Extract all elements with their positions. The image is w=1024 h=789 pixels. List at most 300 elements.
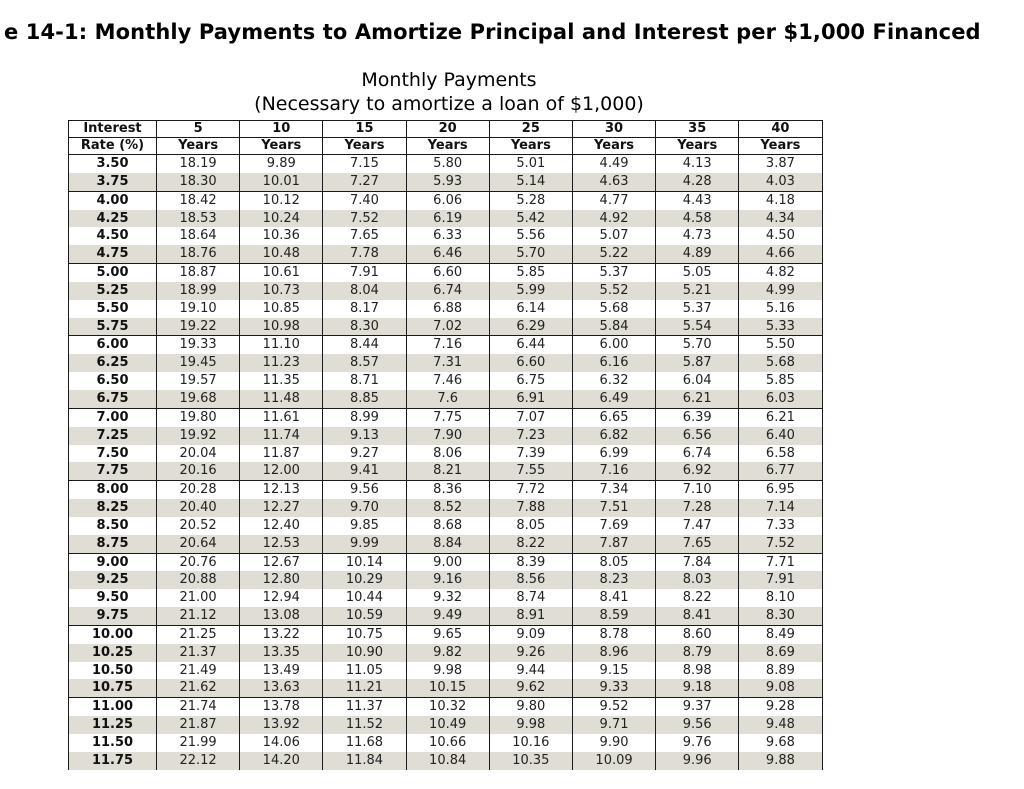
- interest-rate-cell: 7.75: [69, 462, 157, 480]
- payment-cell: 10.12: [240, 191, 323, 209]
- payment-cell: 10.49: [406, 716, 489, 734]
- payment-cell: 18.87: [157, 264, 240, 282]
- interest-rate-cell: 3.50: [69, 155, 157, 173]
- payment-cell: 4.34: [739, 210, 822, 228]
- interest-rate-cell: 9.25: [69, 571, 157, 589]
- payment-cell: 6.19: [406, 210, 489, 228]
- payment-cell: 10.59: [323, 607, 406, 625]
- payment-cell: 5.21: [656, 282, 739, 300]
- payment-cell: 4.73: [656, 227, 739, 245]
- payment-cell: 5.84: [572, 318, 655, 336]
- payment-cell: 5.54: [656, 318, 739, 336]
- payment-cell: 9.18: [656, 679, 739, 697]
- table-row: [69, 282, 823, 300]
- payment-cell: 9.00: [406, 553, 489, 571]
- payment-cell: 19.10: [157, 300, 240, 318]
- payment-cell: 7.72: [489, 481, 572, 499]
- interest-rate-cell: 6.75: [69, 390, 157, 408]
- header-row-top: [69, 121, 823, 138]
- payment-cell: 11.87: [240, 445, 323, 463]
- interest-rate-cell: 7.25: [69, 427, 157, 445]
- payment-cell: 7.40: [323, 191, 406, 209]
- payment-cell: 4.28: [656, 173, 739, 191]
- interest-rate-cell: 8.50: [69, 517, 157, 535]
- table-row: [69, 716, 823, 734]
- payment-cell: 12.67: [240, 553, 323, 571]
- payment-cell: 7.52: [739, 535, 822, 553]
- payment-cell: 8.98: [656, 662, 739, 680]
- amortization-table: [68, 120, 823, 770]
- interest-rate-cell: 5.00: [69, 264, 157, 282]
- term-header: 15: [323, 121, 406, 138]
- payment-cell: 8.60: [656, 625, 739, 643]
- table-row: [69, 336, 823, 354]
- payment-cell: 18.30: [157, 173, 240, 191]
- term-header: 10: [240, 121, 323, 138]
- interest-rate-cell: 5.25: [69, 282, 157, 300]
- payment-cell: 5.22: [572, 245, 655, 263]
- years-header: Years: [656, 138, 739, 155]
- payment-cell: 11.84: [323, 752, 406, 770]
- payment-cell: 8.68: [406, 517, 489, 535]
- payment-cell: 8.22: [489, 535, 572, 553]
- payment-cell: 9.28: [739, 698, 822, 716]
- payment-cell: 21.25: [157, 625, 240, 643]
- payment-cell: 18.53: [157, 210, 240, 228]
- payment-cell: 13.08: [240, 607, 323, 625]
- payment-cell: 9.82: [406, 644, 489, 662]
- payment-cell: 19.33: [157, 336, 240, 354]
- payment-cell: 5.01: [489, 155, 572, 173]
- interest-rate-cell: 4.00: [69, 191, 157, 209]
- page-title: e 14-1: Monthly Payments to Amortize Principal and Interest per $1,000 Financed: [4, 20, 981, 44]
- payment-cell: 8.39: [489, 553, 572, 571]
- payment-cell: 5.14: [489, 173, 572, 191]
- payment-cell: 21.12: [157, 607, 240, 625]
- table-row: [69, 300, 823, 318]
- payment-cell: 6.04: [656, 372, 739, 390]
- payment-cell: 18.42: [157, 191, 240, 209]
- payment-cell: 9.96: [656, 752, 739, 770]
- payment-cell: 20.04: [157, 445, 240, 463]
- payment-cell: 9.65: [406, 625, 489, 643]
- payment-cell: 21.37: [157, 644, 240, 662]
- payment-cell: 5.85: [489, 264, 572, 282]
- payment-cell: 8.22: [656, 589, 739, 607]
- interest-rate-cell: 10.50: [69, 662, 157, 680]
- payment-cell: 5.33: [739, 318, 822, 336]
- payment-cell: 12.40: [240, 517, 323, 535]
- payment-cell: 20.76: [157, 553, 240, 571]
- payment-cell: 9.27: [323, 445, 406, 463]
- payment-cell: 6.77: [739, 462, 822, 480]
- table-row: [69, 535, 823, 553]
- payment-cell: 7.15: [323, 155, 406, 173]
- payment-cell: 4.92: [572, 210, 655, 228]
- payment-cell: 20.88: [157, 571, 240, 589]
- term-header: 30: [572, 121, 655, 138]
- payment-cell: 8.57: [323, 354, 406, 372]
- table-row: [69, 698, 823, 716]
- payment-cell: 8.03: [656, 571, 739, 589]
- payment-cell: 8.30: [323, 318, 406, 336]
- interest-rate-cell: 7.50: [69, 445, 157, 463]
- years-header: Years: [323, 138, 406, 155]
- payment-cell: 6.00: [572, 336, 655, 354]
- payment-cell: 5.70: [656, 336, 739, 354]
- payment-cell: 11.74: [240, 427, 323, 445]
- payment-cell: 11.52: [323, 716, 406, 734]
- payment-cell: 18.76: [157, 245, 240, 263]
- payment-cell: 7.65: [323, 227, 406, 245]
- payment-cell: 10.90: [323, 644, 406, 662]
- interest-rate-cell: 11.25: [69, 716, 157, 734]
- payment-cell: 7.91: [739, 571, 822, 589]
- payment-cell: 6.16: [572, 354, 655, 372]
- payment-cell: 9.98: [406, 662, 489, 680]
- payment-cell: 8.05: [572, 553, 655, 571]
- payment-cell: 7.10: [656, 481, 739, 499]
- payment-cell: 12.13: [240, 481, 323, 499]
- payment-cell: 8.78: [572, 625, 655, 643]
- payment-cell: 7.52: [323, 210, 406, 228]
- payment-cell: 7.23: [489, 427, 572, 445]
- table-row: [69, 390, 823, 408]
- payment-cell: 18.99: [157, 282, 240, 300]
- payment-cell: 6.49: [572, 390, 655, 408]
- payment-cell: 13.63: [240, 679, 323, 697]
- payment-cell: 11.48: [240, 390, 323, 408]
- term-header: 40: [739, 121, 822, 138]
- payment-cell: 7.16: [406, 336, 489, 354]
- payment-cell: 8.96: [572, 644, 655, 662]
- payment-cell: 3.87: [739, 155, 822, 173]
- table-row: [69, 210, 823, 228]
- payment-cell: 21.00: [157, 589, 240, 607]
- payment-cell: 10.73: [240, 282, 323, 300]
- payment-cell: 9.15: [572, 662, 655, 680]
- years-header: Years: [406, 138, 489, 155]
- header-row-bottom: [69, 138, 823, 155]
- table-row: [69, 662, 823, 680]
- interest-rate-cell: 9.75: [69, 607, 157, 625]
- payment-cell: 5.56: [489, 227, 572, 245]
- table-row: [69, 173, 823, 191]
- payment-cell: 10.09: [572, 752, 655, 770]
- payment-cell: 22.12: [157, 752, 240, 770]
- payment-cell: 7.55: [489, 462, 572, 480]
- interest-rate-cell: 11.00: [69, 698, 157, 716]
- interest-rate-cell: 6.25: [69, 354, 157, 372]
- payment-cell: 7.87: [572, 535, 655, 553]
- payment-cell: 5.42: [489, 210, 572, 228]
- payment-cell: 13.35: [240, 644, 323, 662]
- payment-cell: 4.13: [656, 155, 739, 173]
- payment-cell: 20.40: [157, 499, 240, 517]
- table-row: [69, 445, 823, 463]
- payment-cell: 11.61: [240, 408, 323, 426]
- table-row: [69, 499, 823, 517]
- payment-cell: 8.04: [323, 282, 406, 300]
- payment-cell: 9.49: [406, 607, 489, 625]
- payment-cell: 6.46: [406, 245, 489, 263]
- table-row: [69, 481, 823, 499]
- payment-cell: 9.32: [406, 589, 489, 607]
- payment-cell: 9.62: [489, 679, 572, 697]
- payment-cell: 7.90: [406, 427, 489, 445]
- interest-rate-cell: 6.00: [69, 336, 157, 354]
- payment-cell: 10.85: [240, 300, 323, 318]
- interest-rate-cell: 4.75: [69, 245, 157, 263]
- payment-cell: 9.48: [739, 716, 822, 734]
- payment-cell: 9.44: [489, 662, 572, 680]
- payment-cell: 9.70: [323, 499, 406, 517]
- table-row: [69, 264, 823, 282]
- payment-cell: 4.18: [739, 191, 822, 209]
- payment-cell: 20.64: [157, 535, 240, 553]
- payment-cell: 9.90: [572, 734, 655, 752]
- payment-cell: 21.62: [157, 679, 240, 697]
- table-row: [69, 318, 823, 336]
- payment-cell: 18.64: [157, 227, 240, 245]
- payment-cell: 4.99: [739, 282, 822, 300]
- interest-rate-cell: 4.50: [69, 227, 157, 245]
- payment-cell: 4.43: [656, 191, 739, 209]
- payment-cell: 9.09: [489, 625, 572, 643]
- payment-cell: 5.68: [572, 300, 655, 318]
- payment-cell: 7.65: [656, 535, 739, 553]
- interest-rate-cell: 10.75: [69, 679, 157, 697]
- payment-cell: 18.19: [157, 155, 240, 173]
- payment-cell: 5.50: [739, 336, 822, 354]
- payment-cell: 20.16: [157, 462, 240, 480]
- table-row: [69, 462, 823, 480]
- payment-cell: 5.16: [739, 300, 822, 318]
- payment-cell: 12.80: [240, 571, 323, 589]
- term-header: 25: [489, 121, 572, 138]
- payment-cell: 10.24: [240, 210, 323, 228]
- payment-cell: 8.06: [406, 445, 489, 463]
- table-row: [69, 155, 823, 173]
- payment-cell: 5.70: [489, 245, 572, 263]
- table-row: [69, 607, 823, 625]
- interest-rate-cell: 10.00: [69, 625, 157, 643]
- payment-cell: 7.28: [656, 499, 739, 517]
- payment-cell: 7.84: [656, 553, 739, 571]
- interest-rate-cell: 8.00: [69, 481, 157, 499]
- table-row: [69, 517, 823, 535]
- term-header: 5: [157, 121, 240, 138]
- payment-cell: 10.15: [406, 679, 489, 697]
- payment-cell: 8.99: [323, 408, 406, 426]
- payment-cell: 8.30: [739, 607, 822, 625]
- payment-cell: 8.89: [739, 662, 822, 680]
- rate-header-bottom: Rate (%): [69, 138, 157, 155]
- payment-cell: 7.14: [739, 499, 822, 517]
- payment-cell: 4.49: [572, 155, 655, 173]
- payment-cell: 4.77: [572, 191, 655, 209]
- payment-cell: 9.08: [739, 679, 822, 697]
- table-body: [69, 155, 823, 770]
- interest-rate-cell: 9.00: [69, 553, 157, 571]
- payment-cell: 12.00: [240, 462, 323, 480]
- payment-cell: 8.85: [323, 390, 406, 408]
- payment-cell: 13.78: [240, 698, 323, 716]
- payment-cell: 7.71: [739, 553, 822, 571]
- payment-cell: 8.49: [739, 625, 822, 643]
- term-header: 20: [406, 121, 489, 138]
- payment-cell: 6.21: [656, 390, 739, 408]
- payment-cell: 13.49: [240, 662, 323, 680]
- table-row: [69, 734, 823, 752]
- interest-rate-cell: 3.75: [69, 173, 157, 191]
- interest-rate-cell: 8.75: [69, 535, 157, 553]
- interest-rate-cell: 5.75: [69, 318, 157, 336]
- table-row: [69, 354, 823, 372]
- payment-cell: 10.48: [240, 245, 323, 263]
- payment-cell: 7.69: [572, 517, 655, 535]
- payment-cell: 8.10: [739, 589, 822, 607]
- payment-cell: 8.56: [489, 571, 572, 589]
- payment-cell: 19.45: [157, 354, 240, 372]
- payment-cell: 6.14: [489, 300, 572, 318]
- payment-cell: 13.22: [240, 625, 323, 643]
- payment-cell: 8.91: [489, 607, 572, 625]
- payment-cell: 20.52: [157, 517, 240, 535]
- payment-cell: 7.27: [323, 173, 406, 191]
- payment-cell: 6.82: [572, 427, 655, 445]
- payment-cell: 8.71: [323, 372, 406, 390]
- payment-cell: 9.76: [656, 734, 739, 752]
- payment-cell: 9.26: [489, 644, 572, 662]
- payment-cell: 7.47: [656, 517, 739, 535]
- interest-rate-cell: 6.50: [69, 372, 157, 390]
- payment-cell: 19.68: [157, 390, 240, 408]
- payment-cell: 7.78: [323, 245, 406, 263]
- payment-cell: 10.84: [406, 752, 489, 770]
- payment-cell: 8.05: [489, 517, 572, 535]
- payment-cell: 5.68: [739, 354, 822, 372]
- payment-cell: 9.33: [572, 679, 655, 697]
- payment-cell: 6.39: [656, 408, 739, 426]
- payment-cell: 8.23: [572, 571, 655, 589]
- payment-cell: 6.58: [739, 445, 822, 463]
- interest-rate-cell: 5.50: [69, 300, 157, 318]
- payment-cell: 6.99: [572, 445, 655, 463]
- payment-cell: 20.28: [157, 481, 240, 499]
- payment-cell: 8.59: [572, 607, 655, 625]
- payment-cell: 6.56: [656, 427, 739, 445]
- payment-cell: 7.88: [489, 499, 572, 517]
- payment-cell: 6.91: [489, 390, 572, 408]
- payment-cell: 6.74: [406, 282, 489, 300]
- payment-cell: 9.68: [739, 734, 822, 752]
- payment-cell: 9.85: [323, 517, 406, 535]
- table-row: [69, 571, 823, 589]
- payment-cell: 10.98: [240, 318, 323, 336]
- payment-cell: 8.74: [489, 589, 572, 607]
- payment-cell: 10.61: [240, 264, 323, 282]
- payment-cell: 7.02: [406, 318, 489, 336]
- table-row: [69, 589, 823, 607]
- payment-cell: 5.87: [656, 354, 739, 372]
- term-header: 35: [656, 121, 739, 138]
- interest-rate-cell: 7.00: [69, 408, 157, 426]
- payment-cell: 19.22: [157, 318, 240, 336]
- payment-cell: 6.95: [739, 481, 822, 499]
- payment-cell: 21.99: [157, 734, 240, 752]
- payment-cell: 9.71: [572, 716, 655, 734]
- payment-cell: 8.69: [739, 644, 822, 662]
- payment-cell: 4.82: [739, 264, 822, 282]
- payment-cell: 13.92: [240, 716, 323, 734]
- payment-cell: 5.85: [739, 372, 822, 390]
- payment-cell: 11.21: [323, 679, 406, 697]
- payment-cell: 9.52: [572, 698, 655, 716]
- payment-cell: 9.56: [656, 716, 739, 734]
- payment-cell: 6.06: [406, 191, 489, 209]
- interest-rate-cell: 10.25: [69, 644, 157, 662]
- payment-cell: 8.79: [656, 644, 739, 662]
- caption-line-1: Monthly Payments: [361, 69, 537, 91]
- payment-cell: 6.33: [406, 227, 489, 245]
- payment-cell: 8.41: [656, 607, 739, 625]
- payment-cell: 7.6: [406, 390, 489, 408]
- years-header: Years: [240, 138, 323, 155]
- payment-cell: 6.75: [489, 372, 572, 390]
- table-row: [69, 625, 823, 643]
- payment-cell: 10.14: [323, 553, 406, 571]
- payment-cell: 10.44: [323, 589, 406, 607]
- table-row: [69, 191, 823, 209]
- payment-cell: 5.37: [572, 264, 655, 282]
- payment-cell: 6.92: [656, 462, 739, 480]
- payment-cell: 10.36: [240, 227, 323, 245]
- table-row: [69, 408, 823, 426]
- table-row: [69, 553, 823, 571]
- rate-header-top: Interest: [69, 121, 157, 138]
- payment-cell: 9.89: [240, 155, 323, 173]
- payment-cell: 10.35: [489, 752, 572, 770]
- payment-cell: 8.52: [406, 499, 489, 517]
- payment-cell: 5.37: [656, 300, 739, 318]
- payment-cell: 6.65: [572, 408, 655, 426]
- payment-cell: 11.37: [323, 698, 406, 716]
- payment-cell: 9.80: [489, 698, 572, 716]
- payment-cell: 4.63: [572, 173, 655, 191]
- payment-cell: 7.39: [489, 445, 572, 463]
- payment-cell: 4.50: [739, 227, 822, 245]
- payment-cell: 7.31: [406, 354, 489, 372]
- payment-cell: 12.27: [240, 499, 323, 517]
- payment-cell: 8.41: [572, 589, 655, 607]
- payment-cell: 14.06: [240, 734, 323, 752]
- table-row: [69, 644, 823, 662]
- payment-cell: 11.10: [240, 336, 323, 354]
- years-header: Years: [572, 138, 655, 155]
- payment-cell: 6.21: [739, 408, 822, 426]
- payment-cell: 8.17: [323, 300, 406, 318]
- payment-cell: 6.03: [739, 390, 822, 408]
- payment-cell: 6.40: [739, 427, 822, 445]
- payment-cell: 6.60: [406, 264, 489, 282]
- table-row: [69, 679, 823, 697]
- payment-cell: 4.58: [656, 210, 739, 228]
- payment-cell: 7.46: [406, 372, 489, 390]
- payment-cell: 4.89: [656, 245, 739, 263]
- payment-cell: 5.93: [406, 173, 489, 191]
- years-header: Years: [489, 138, 572, 155]
